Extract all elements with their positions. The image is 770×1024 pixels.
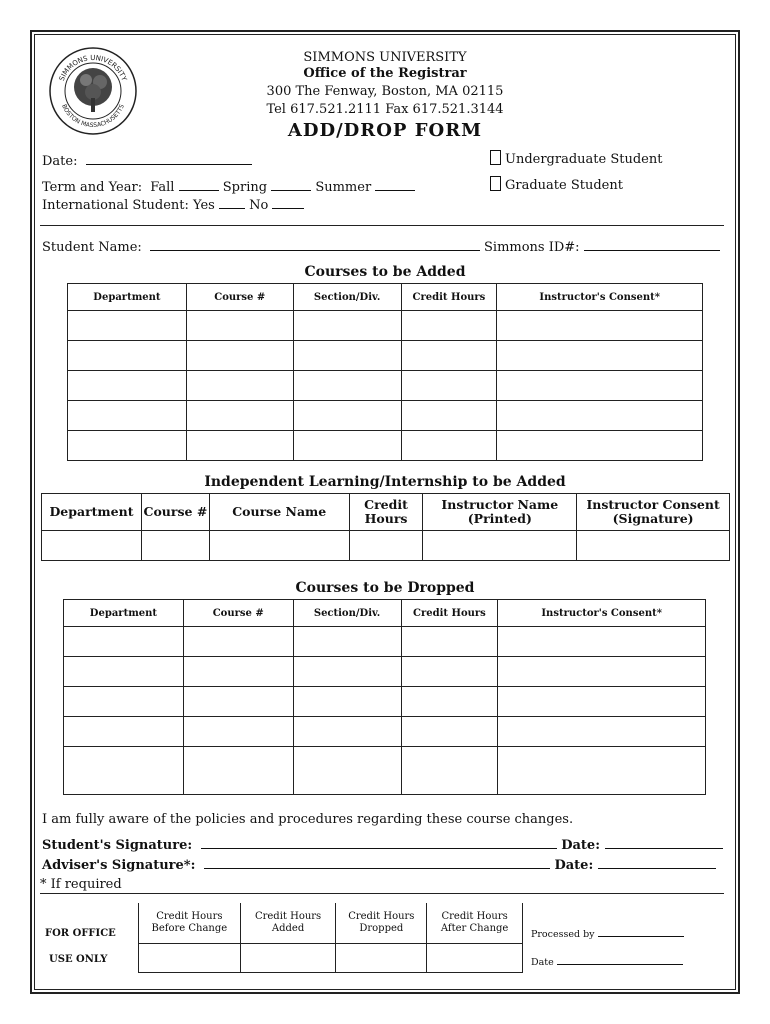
date-field[interactable] <box>86 152 252 165</box>
table-cell[interactable] <box>64 747 184 795</box>
international-no-field[interactable] <box>272 196 304 209</box>
table-cell[interactable] <box>186 341 293 371</box>
address: 300 The Fenway, Boston, MA 02115 <box>266 84 504 99</box>
column-header: Credit Hours After Change <box>427 903 523 944</box>
form-title: ADD/DROP FORM <box>287 120 483 141</box>
adviser-signature-row <box>42 856 716 874</box>
table-cell[interactable] <box>497 431 703 461</box>
table-cell[interactable] <box>293 747 401 795</box>
adviser-signature-label: Adviser's Signature*: <box>42 858 196 873</box>
table-cell[interactable] <box>336 944 427 973</box>
table-cell[interactable] <box>186 311 293 341</box>
table-cell[interactable] <box>139 944 241 973</box>
adviser-signature-field[interactable] <box>204 856 550 869</box>
table-cell[interactable] <box>186 401 293 431</box>
student-name-row <box>42 238 480 256</box>
term-label: Term and Year: <box>42 180 143 195</box>
table-cell[interactable] <box>423 531 577 561</box>
table-cell[interactable] <box>401 431 497 461</box>
dropped-section-title: Courses to be Dropped <box>295 580 475 596</box>
processed-by-label: Processed by <box>531 929 595 940</box>
column-header: Credit Hours <box>401 600 498 627</box>
table-cell[interactable] <box>497 371 703 401</box>
fall-field[interactable] <box>179 178 219 191</box>
table-row <box>68 341 703 371</box>
table-cell[interactable] <box>293 341 401 371</box>
table-cell[interactable] <box>68 311 187 341</box>
column-header: Credit Hours Added <box>240 903 336 944</box>
table-cell[interactable] <box>401 627 498 657</box>
table-cell[interactable] <box>293 687 401 717</box>
table-cell[interactable] <box>498 687 706 717</box>
column-header: Course # <box>186 284 293 311</box>
table-cell[interactable] <box>401 371 497 401</box>
table-cell[interactable] <box>293 431 401 461</box>
international-row <box>42 196 304 214</box>
divider <box>40 225 724 226</box>
adviser-date-field[interactable] <box>598 856 716 869</box>
table-cell[interactable] <box>68 371 187 401</box>
table-row <box>42 531 730 561</box>
adviser-date-label: Date: <box>554 858 594 873</box>
student-signature-row <box>42 836 723 854</box>
undergrad-option[interactable] <box>490 150 662 168</box>
grad-option[interactable] <box>490 176 623 194</box>
dropped-courses-table <box>63 599 706 795</box>
table-cell[interactable] <box>183 717 293 747</box>
grad-label: Graduate Student <box>505 178 623 193</box>
table-header-row <box>64 600 706 627</box>
student-signature-field[interactable] <box>201 836 557 849</box>
date-label: Date: <box>42 154 78 169</box>
table-cell[interactable] <box>68 341 187 371</box>
table-row <box>64 657 706 687</box>
column-header: Instructor's Consent* <box>497 284 703 311</box>
table-cell[interactable] <box>64 627 184 657</box>
student-signature-label: Student's Signature: <box>42 838 193 853</box>
column-header: Credit Hours Before Change <box>139 903 241 944</box>
table-cell[interactable] <box>64 687 184 717</box>
table-cell[interactable] <box>497 311 703 341</box>
table-header-row <box>42 494 730 531</box>
phone-fax: Tel 617.521.2111 Fax 617.521.3144 <box>266 102 504 117</box>
table-cell[interactable] <box>498 627 706 657</box>
table-cell[interactable] <box>183 627 293 657</box>
student-date-field[interactable] <box>605 836 723 849</box>
svg-text:BOSTON MASSACHUSETTS: BOSTON MASSACHUSETTS <box>60 103 126 130</box>
table-cell[interactable] <box>401 657 498 687</box>
simmons-id-row <box>484 238 720 256</box>
column-header: Credit Hours Dropped <box>336 903 427 944</box>
office-label-2: USE ONLY <box>49 954 108 965</box>
column-header: Department <box>68 284 187 311</box>
office-label-1: FOR OFFICE <box>45 928 116 939</box>
table-cell[interactable] <box>401 717 498 747</box>
column-header: Section/Div. <box>293 600 401 627</box>
student-date-label: Date: <box>561 838 600 853</box>
column-header: Instructor Consent (Signature) <box>577 494 730 531</box>
table-cell[interactable] <box>401 747 498 795</box>
summer-label: Summer <box>315 180 372 195</box>
international-no-label: No <box>249 198 269 213</box>
table-cell[interactable] <box>427 944 523 973</box>
column-header: Course Name <box>209 494 349 531</box>
table-row <box>68 371 703 401</box>
table-cell[interactable] <box>498 747 706 795</box>
column-header: Instructor Name (Printed) <box>423 494 577 531</box>
table-cell[interactable] <box>293 627 401 657</box>
table-header-row <box>68 284 703 311</box>
table-cell[interactable] <box>293 717 401 747</box>
grad-checkbox[interactable] <box>490 176 501 191</box>
column-header: Course # <box>141 494 209 531</box>
spring-label: Spring <box>222 180 268 195</box>
column-header: Instructor's Consent* <box>498 600 706 627</box>
table-cell[interactable] <box>498 717 706 747</box>
table-cell[interactable] <box>401 401 497 431</box>
table-cell[interactable] <box>497 401 703 431</box>
table-cell[interactable] <box>240 944 336 973</box>
awareness-statement: I am fully aware of the policies and procedures regarding these course changes. <box>42 812 574 827</box>
table-cell[interactable] <box>64 717 184 747</box>
column-header: Credit Hours <box>349 494 423 531</box>
international-yes-label: International Student: Yes <box>42 198 215 213</box>
table-cell[interactable] <box>183 687 293 717</box>
table-cell[interactable] <box>293 311 401 341</box>
table-row <box>139 944 523 973</box>
table-cell[interactable] <box>498 657 706 687</box>
table-cell[interactable] <box>42 531 142 561</box>
table-row <box>64 717 706 747</box>
fall-label: Fall <box>150 180 175 195</box>
svg-text:SIMMONS UNIVERSITY: SIMMONS UNIVERSITY <box>57 53 129 83</box>
university-seal-icon <box>48 46 138 136</box>
table-cell[interactable] <box>401 311 497 341</box>
table-cell[interactable] <box>141 531 209 561</box>
office-name: Office of the Registrar <box>303 66 467 81</box>
table-row <box>68 431 703 461</box>
university-name: SIMMONS UNIVERSITY <box>303 50 467 65</box>
table-cell[interactable] <box>401 687 498 717</box>
column-header: Section/Div. <box>293 284 401 311</box>
simmons-id-label: Simmons ID#: <box>484 240 580 255</box>
table-cell[interactable] <box>186 431 293 461</box>
added-courses-table <box>67 283 703 461</box>
table-header-row <box>139 903 523 944</box>
column-header: Department <box>64 600 184 627</box>
undergrad-label: Undergraduate Student <box>505 152 663 167</box>
table-cell[interactable] <box>209 531 349 561</box>
table-row <box>64 627 706 657</box>
student-name-label: Student Name: <box>42 240 142 255</box>
table-cell[interactable] <box>68 401 187 431</box>
column-header: Department <box>42 494 142 531</box>
table-row <box>64 687 706 717</box>
independent-table <box>41 493 730 561</box>
processed-by-row <box>531 927 684 940</box>
office-date-field[interactable] <box>557 955 683 965</box>
international-yes-field[interactable] <box>219 196 245 209</box>
table-cell[interactable] <box>186 371 293 401</box>
added-section-title: Courses to be Added <box>304 264 466 280</box>
undergrad-checkbox[interactable] <box>490 150 501 165</box>
table-cell[interactable] <box>293 657 401 687</box>
table-cell[interactable] <box>497 341 703 371</box>
table-cell[interactable] <box>293 371 401 401</box>
office-date-row <box>531 955 683 968</box>
office-date-label: Date <box>531 957 554 968</box>
office-table <box>138 903 523 973</box>
table-cell[interactable] <box>183 747 293 795</box>
table-cell[interactable] <box>349 531 423 561</box>
table-cell[interactable] <box>401 341 497 371</box>
processed-by-field[interactable] <box>598 927 684 937</box>
table-row <box>64 747 706 795</box>
column-header: Credit Hours <box>401 284 497 311</box>
footnote: * If required <box>40 877 122 892</box>
term-row <box>42 178 415 196</box>
date-row <box>42 152 252 170</box>
student-name-field[interactable] <box>150 238 480 251</box>
divider <box>40 893 724 894</box>
table-cell[interactable] <box>293 401 401 431</box>
column-header: Course # <box>183 600 293 627</box>
table-cell[interactable] <box>577 531 730 561</box>
table-cell[interactable] <box>64 657 184 687</box>
table-row <box>68 401 703 431</box>
table-cell[interactable] <box>183 657 293 687</box>
independent-section-title: Independent Learning/Internship to be Added <box>204 474 566 490</box>
table-cell[interactable] <box>68 431 187 461</box>
summer-field[interactable] <box>375 178 415 191</box>
simmons-id-field[interactable] <box>584 238 720 251</box>
spring-field[interactable] <box>271 178 311 191</box>
table-row <box>68 311 703 341</box>
